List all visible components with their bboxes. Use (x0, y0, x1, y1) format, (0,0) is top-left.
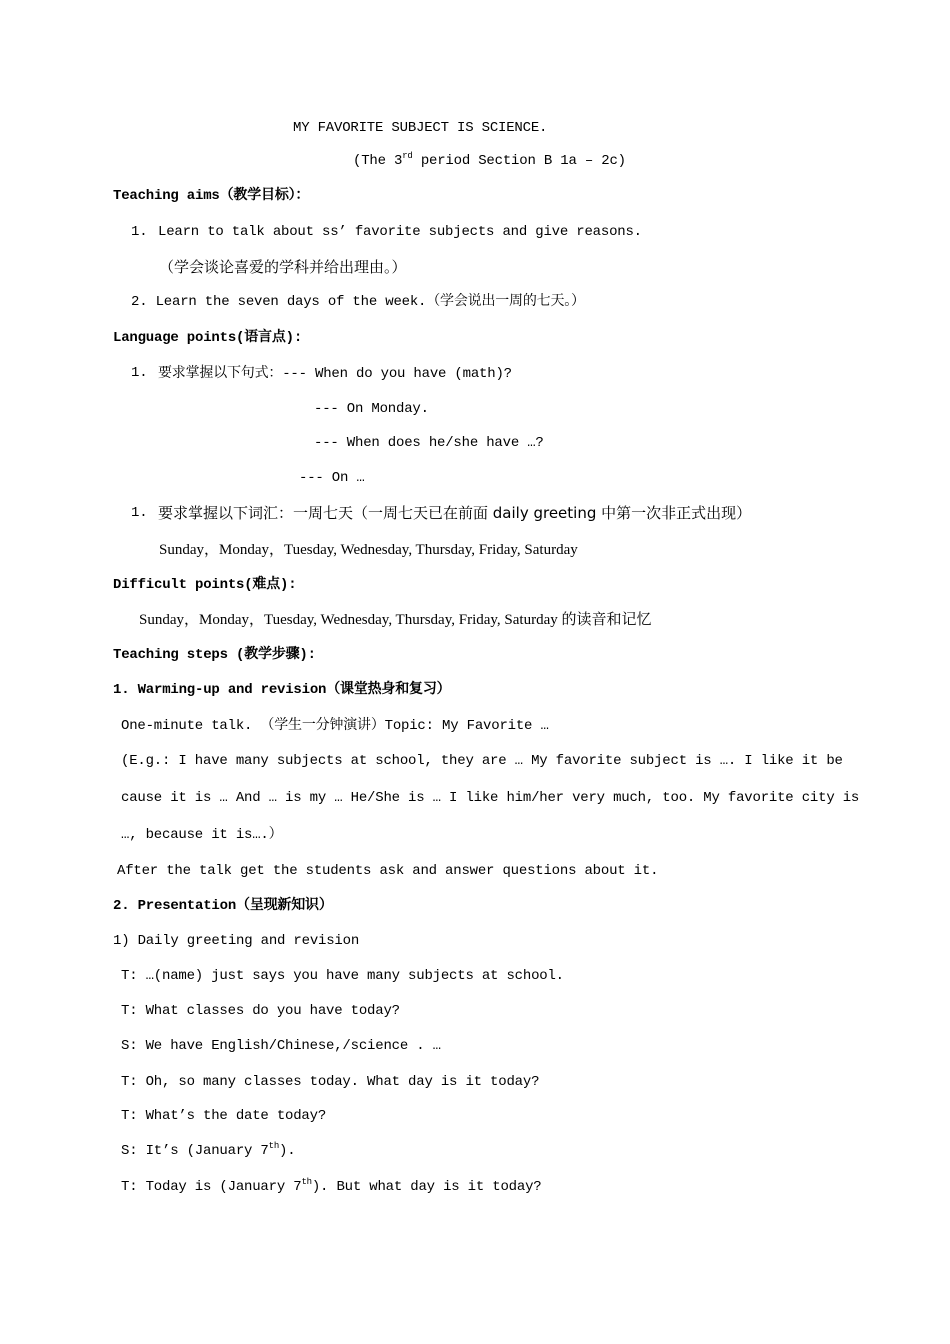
lang-item2-days: Sunday，Monday，Tuesday, Wednesday, Thursday, Friday, Saturday (159, 542, 578, 558)
step1-line2: (E.g.: I have many subjects at school, they are … My favorite subject is …. I like it be (121, 753, 843, 769)
period-superscript: rd (402, 151, 413, 161)
dialogue-superscript: th (268, 1141, 280, 1151)
lang-item1-question1: --- When do you have (math)? (282, 366, 512, 382)
step2-heading: 2. Presentation（呈现新知识） (113, 898, 333, 914)
lang-item1-number: 1. (131, 365, 148, 381)
difficult-points-text: Sunday，Monday，Tuesday, Wednesday, Thursday, Friday, Saturday 的读音和记忆 (139, 612, 652, 628)
step1-heading: 1. Warming-up and revision（课堂热身和复习） (113, 682, 451, 698)
dialogue-line: T: What classes do you have today? (121, 1003, 400, 1019)
page-title: MY FAVORITE SUBJECT IS SCIENCE. (293, 120, 548, 136)
step1-line1: One-minute talk. （学生一分钟演讲）Topic: My Favorite … (121, 718, 549, 734)
dialogue-pre: T: Today is (January 7 (121, 1179, 302, 1195)
teaching-aims-heading: Teaching aims（教学目标）： (113, 188, 310, 204)
step1-line3: cause it is … And … is my … He/She is … I like him/her very much, too. My favorite city is (121, 790, 860, 806)
lang-item1-question2: --- When does he/she have …? (314, 435, 544, 451)
aims-item1-number: 1. (131, 224, 148, 240)
dialogue-pre: S: It’s (January 7 (121, 1143, 269, 1159)
aims-item2-text: 2. Learn the seven days of the week.（学会说出一周的七天。） (131, 294, 585, 310)
lang-item2-number: 1. (131, 505, 148, 521)
aims-item1-chinese: （学会谈论喜爱的学科并给出理由。） (159, 258, 407, 276)
dialogue-post: ). (279, 1143, 296, 1159)
dialogue-post: ). But what day is it today? (311, 1179, 542, 1195)
step1-line4: …, because it is….） (121, 827, 283, 843)
language-points-heading: Language points(语言点): (113, 330, 303, 346)
difficult-points-heading: Difficult points(难点): (113, 577, 297, 593)
lang-item1-answer2: --- On … (299, 470, 365, 486)
lang-item1-row (158, 363, 512, 384)
aims-item1-text: Learn to talk about ss’ favorite subjects and give reasons. (158, 224, 642, 240)
dialogue-line: S: We have English/Chinese,/science . … (121, 1038, 441, 1054)
period-text-post: period Section B 1a – 2c) (412, 153, 626, 169)
lang-item2-text: 要求掌握以下词汇：一周七天（一周七天已在前面 daily greeting 中第一次非正式出现） (158, 504, 752, 522)
teaching-steps-heading: Teaching steps (教学步骤): (113, 647, 316, 663)
lang-item1-answer1: --- On Monday. (314, 401, 429, 417)
period-text-pre: (The 3 (353, 153, 403, 169)
period-subtitle (353, 151, 626, 171)
lang-item1-label: 要求掌握以下句式： (158, 365, 283, 381)
step2-sub1: 1) Daily greeting and revision (113, 933, 360, 949)
dialogue-line: T: …(name) just says you have many subjects at school. (121, 968, 564, 984)
dialogue-line (121, 1177, 541, 1197)
dialogue-line: T: What’s the date today? (121, 1108, 327, 1124)
dialogue-line (121, 1141, 295, 1161)
step1-line5: After the talk get the students ask and answer questions about it. (117, 863, 659, 879)
dialogue-superscript: th (301, 1177, 312, 1187)
dialogue-line: T: Oh, so many classes today. What day is it today? (121, 1074, 540, 1090)
